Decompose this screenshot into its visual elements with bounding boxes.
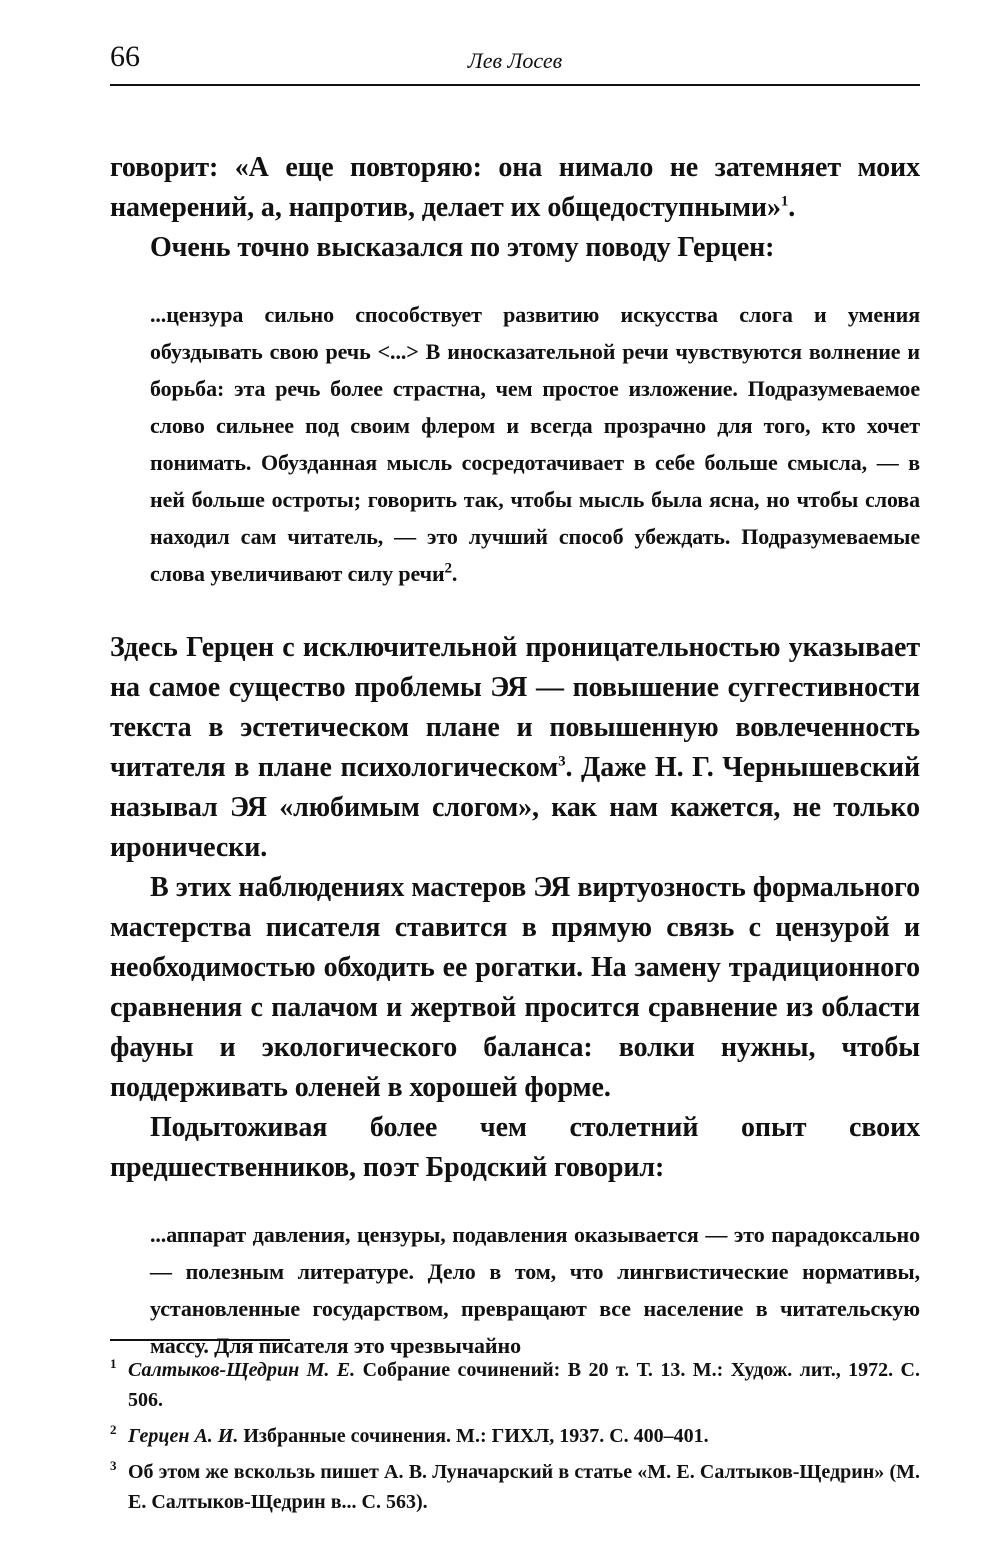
footnote-ref-3: 3 [558,753,566,770]
page-number: 66 [110,40,140,73]
paragraph-3-text: Здесь Герцен с исключительной проницательностью указывает на самое существо проблемы ЭЯ — повышение суггестивности текста в эстетическом плане и повышенную вовлеченность читателя в плане психологическом [110,632,920,783]
paragraph-3 [110,628,920,868]
paragraph-2: Очень точно высказался по этому поводу Герцен: [150,232,775,263]
quote-brodsky-text: ...аппарат давления, цензуры, подавления оказывается — это парадоксально — полезным литературе. Дело в том, что лингвистические нормативы, установленные государством, превращают все население в читательскую массу. Для писателя это чрезвычайно [150,1222,920,1358]
footnote-3: 3 Об этом же вскользь пишет А. В. Луначарский в статье «М. Е. Салтыков-Щедрин» (М. Е. Салтыков-Щедрин в... С. 563). [110,1458,920,1513]
quote-herzen [150,296,920,592]
page-header [110,36,920,86]
footnote-2-text: Избранные сочинения. М.: ГИХЛ, 1937. С. 400–401. [243,1425,709,1447]
running-title: Лев Лосев [467,48,563,73]
footnote-1: 1 Салтыков-Щедрин М. Е. Собрание сочинений: В 20 т. Т. 13. М.: Худож. лит., 1972. С. 506. [110,1356,921,1411]
body-text [110,148,920,1364]
book-page [110,36,920,1400]
paragraph-3-end: . Даже Н. Г. Чернышевский называл ЭЯ «любимым слогом», как нам кажется, не только иронически. [110,752,920,863]
paragraph-5: Подытоживая более чем столетний опыт своих предшественников, поэт Бродский говорил: [110,1112,920,1183]
paragraph-1-end: . [788,192,796,223]
footnote-3-text: Об этом же вскользь пишет А. В. Луначарский в статье «М. Е. Салтыков-Щедрин» (М. Е. Салтыков-Щедрин в... С. 563). [128,1461,920,1513]
footnote-1-text: Собрание сочинений: В 20 т. Т. 13. М.: Худож. лит., 1972. С. 506. [128,1359,921,1411]
quote-herzen-end: . [451,561,458,586]
footnote-2: 2 Герцен А. И. Избранные сочинения. М.: ГИХЛ, 1937. С. 400–401. [110,1422,709,1447]
paragraph-4: В этих наблюдениях мастеров ЭЯ виртуозность формального мастерства писателя ставится в прямую связь с цензурой и необходимостью обходить ее рогатки. На замену традиционного сравнения с палачом и жертвой просится сравнение из области фауны и экологического баланса: волки нужны, чтобы поддерживать оленей в хорошей форме. [110,872,920,1103]
footnote-rule [110,1339,290,1341]
footnote-1-author: Салтыков-Щедрин М. Е. [128,1359,356,1381]
footnotes [110,1339,920,1523]
footnote-ref-1: 1 [780,193,789,210]
quote-herzen-text [150,296,920,592]
paragraph-1 [110,148,920,228]
paragraph-1-text: говорит: «А еще повторяю: она нимало не затемняет моих намерений, а, напротив, делает их общедоступными» [110,152,920,223]
quote-herzen-body: ...цензура сильно способствует развитию искусства слога и умения обуздывать свою речь <...> В иносказательной речи чувствуются волнение и борьба: эта речь более страстна, чем простое изложение. Подразумеваемое слово сильнее под своим флером и всегда прозрачно для того, кто хочет понимать. Обузданная мысль сосредотачивает в себе больше смысла, — в ней больше остроты; говорить так, чтобы мысль была ясна, но чтобы слова находил сам читатель, — это лучший способ убеждать. Подразумеваемые слова увеличивают силу речи [150,302,920,586]
footnote-2-author: Герцен А. И. [128,1425,239,1447]
footnote-ref-2: 2 [444,560,452,577]
